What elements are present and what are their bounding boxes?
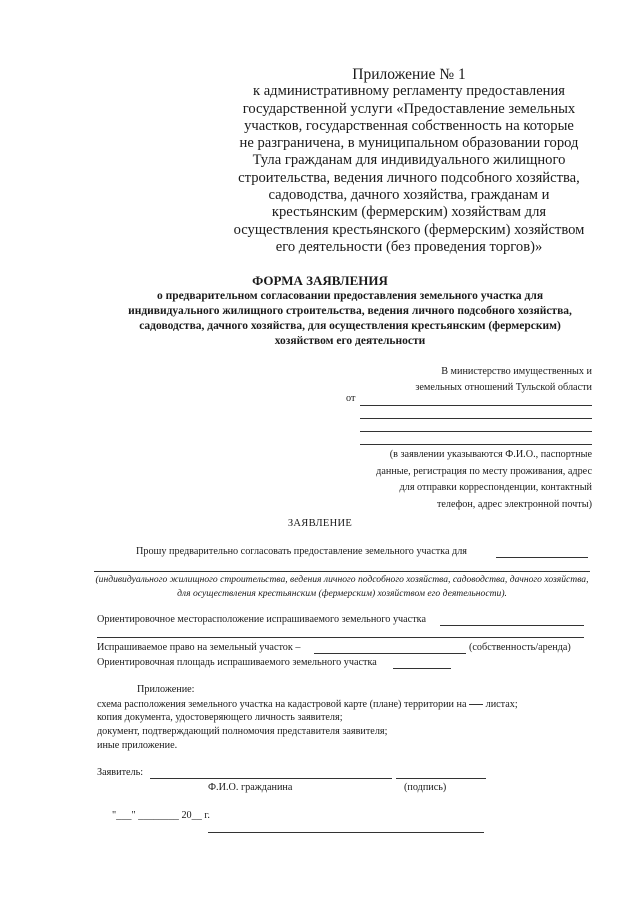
applicant-data-note [354, 447, 592, 513]
right-field[interactable] [314, 653, 466, 654]
right-options: (собственность/аренда) [469, 642, 571, 653]
addressee-line: земельных отношений Тульской области [415, 382, 592, 393]
fio-caption: Ф.И.О. гражданина [208, 782, 293, 793]
purpose-field[interactable] [496, 557, 588, 558]
applicant-signature-field[interactable] [396, 778, 486, 779]
location-field-line-2[interactable] [97, 637, 584, 638]
attachment-item-suffix: листах; [485, 699, 518, 710]
attachment-item-text: схема расположения земельного участка на кадастровой карте (плане) территории на [97, 699, 467, 710]
attachment-item: документ, подтверждающий полномочия представителя заявителя; [97, 726, 388, 737]
form-title: ФОРМА ЗАЯВЛЕНИЯ [252, 273, 388, 288]
statement-title: ЗАЯВЛЕНИЕ [287, 518, 353, 529]
location-field[interactable] [440, 625, 584, 626]
addressee-block [380, 364, 592, 396]
from-field[interactable] [360, 405, 592, 406]
sheets-count-field[interactable] [469, 704, 483, 705]
applicant-label: Заявитель: [97, 767, 144, 778]
header-line: строительства, ведения личного подсобного хозяйства, [238, 169, 580, 186]
header-line: государственной услуги «Предоставление земельных [242, 100, 576, 117]
appendix-header [228, 66, 590, 256]
location-label: Ориентировочное месторасположение испрашиваемого земельного участка [97, 614, 426, 625]
attachment-item: иные приложение. [97, 740, 178, 751]
attachment-item: копия документа, удостоверяющего личность заявителя; [97, 712, 343, 723]
from-label: от [346, 393, 356, 404]
header-line: садоводства, дачного хозяйства, гражданам и [268, 187, 550, 204]
note-line: данные, регистрация по месту проживания, адрес [376, 465, 592, 477]
header-line: к административному регламенту предоставления [252, 83, 566, 100]
right-label: Испрашиваемое право на земельный участок – [97, 642, 301, 653]
header-line: его деятельности (без проведения торгов)» [275, 238, 543, 255]
purpose-note-line: (индивидуального жилищного строительства, ведения личного подсобного хозяйства, садоводства, дачного хозяйства, [95, 574, 589, 585]
note-line: телефон, адрес электронной почты) [436, 498, 592, 510]
subtitle-line: о предварительном согласовании предоставления земельного участка для [156, 290, 544, 302]
note-line: для отправки корреспонденции, контактный [399, 482, 592, 493]
header-line: не разграничена, в муниципальном образовании город [239, 135, 579, 152]
from-field-line-3[interactable] [360, 431, 592, 432]
area-field[interactable] [393, 668, 451, 669]
header-line: Тула гражданам для индивидуального жилищного [252, 152, 566, 169]
form-subtitle [90, 289, 610, 349]
attachments-title: Приложение: [137, 684, 195, 695]
signature-caption: (подпись) [404, 782, 447, 793]
purpose-note-line: для осуществления крестьянским (фермерским) хозяйством его деятельности). [177, 588, 507, 599]
addressee-line: В министерство имущественных и [441, 366, 592, 377]
date-line[interactable]: "___" ________ 20__ г. [112, 810, 210, 821]
purpose-note [94, 573, 590, 601]
header-line: участков, государственная собственность на которые [244, 117, 574, 134]
area-label: Ориентировочная площадь испрашиваемого земельного участка [97, 657, 377, 668]
bottom-signature-line[interactable] [208, 832, 484, 833]
header-line: осуществления крестьянского (фермерским) хозяйством [233, 221, 585, 238]
applicant-name-field[interactable] [150, 778, 392, 779]
request-text: Прошу предварительно согласовать предоставление земельного участка для [136, 546, 467, 557]
from-field-line-4[interactable] [360, 444, 592, 445]
subtitle-line: индивидуального жилищного строительства, ведения личного подсобного хозяйства, [128, 305, 572, 317]
attachment-item [97, 699, 518, 710]
from-field-line-2[interactable] [360, 418, 592, 419]
subtitle-line: садоводства, дачного хозяйства, для осуществления крестьянским (фермерским) [139, 320, 561, 332]
note-line: (в заявлении указываются Ф.И.О., паспортные [389, 449, 592, 460]
subtitle-line: хозяйством его деятельности [274, 335, 426, 347]
header-line: Приложение № 1 [352, 66, 466, 83]
purpose-field-line-2[interactable] [94, 571, 590, 572]
header-line: крестьянским (фермерским) хозяйствам для [271, 204, 547, 221]
